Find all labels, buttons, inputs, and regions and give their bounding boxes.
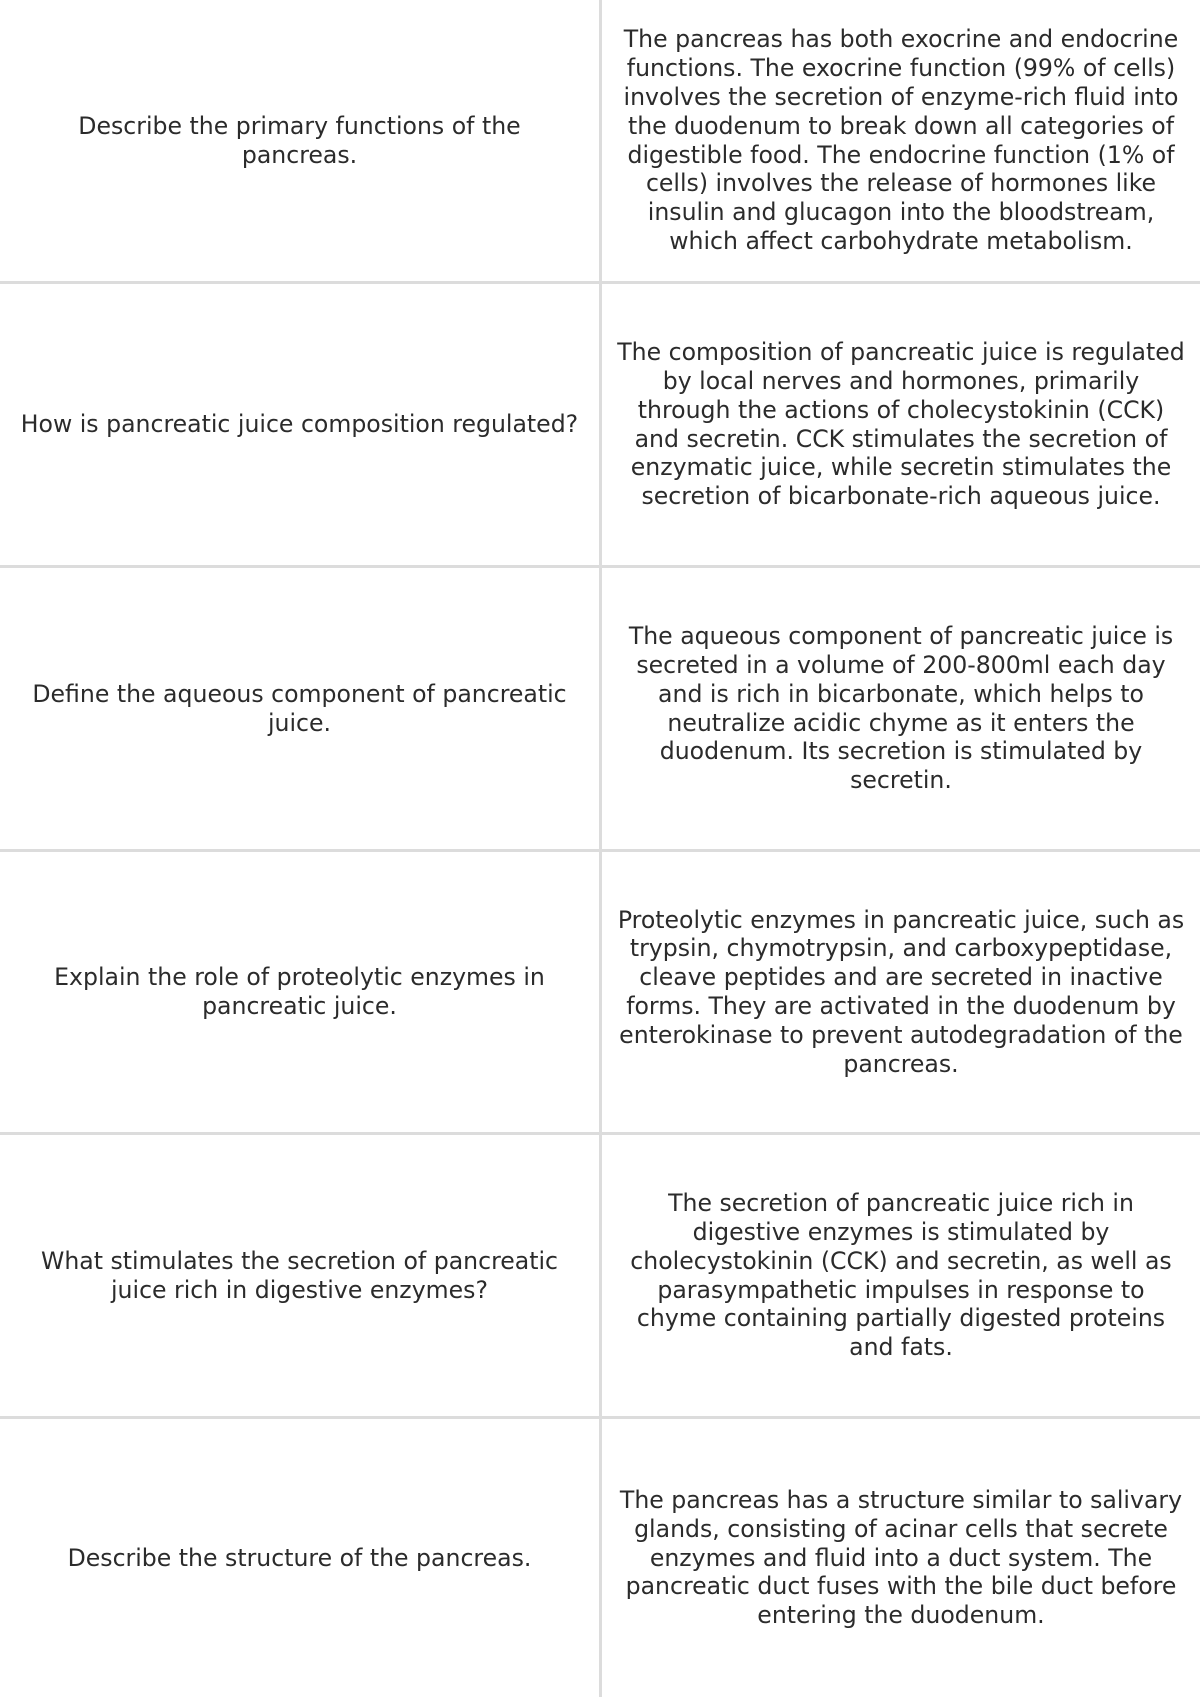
question-text: Explain the role of proteolytic enzymes in pancreatic juice. — [54, 963, 545, 1020]
answer-text: Proteolytic enzymes in pancreatic juice, such as trypsin, chymotrypsin, and carboxypeptidase, cleave peptides and are secreted in inactive forms. They are activated in the duodenum by enterokinase to prevent autodegradation of the pancreas. — [617, 905, 1185, 1078]
question-text: Describe the primary functions of the pancreas. — [78, 111, 521, 169]
card-answer — [602, 0, 1200, 281]
answer-text: The pancreas has both exocrine and endocrine functions. The exocrine function (99% of cells) involves the secretion of enzyme-rich fluid into the duodenum to break down all categories of digestible food. The endocrine function (1% of cells) involves the release of hormones like insulin and glucagon into the bloodstream, which affect carbohydrate metabolism. — [623, 25, 1179, 255]
answer-text: The aqueous component of pancreatic juice is secreted in a volume of 200-800ml each day and is rich in bicarbonate, which helps to neutralize acidic chyme as it enters the duodenum. Its secretion is stimulated by secretin. — [628, 622, 1174, 795]
question-text: How is pancreatic juice composition regulated? — [20, 410, 579, 439]
card-question — [0, 284, 599, 565]
answer-text: The composition of pancreatic juice is regulated by local nerves and hormones, primarily through the actions of cholecystokinin (CCK) and secretin. CCK stimulates the secretion of enzymatic juice, while secretin stimulates the secretion of bicarbonate-rich aqueous juice. — [617, 338, 1185, 511]
card-answer — [602, 284, 1200, 565]
card-answer — [602, 1419, 1200, 1697]
card-question — [0, 1135, 599, 1416]
card-question — [0, 568, 599, 849]
card-answer — [602, 852, 1200, 1132]
answer-text: The secretion of pancreatic juice rich in digestive enzymes is stimulated by cholecystokinin (CCK) and secretin, as well as parasympathetic impulses in response to chyme containing partially digested proteins and fats. — [630, 1189, 1172, 1362]
card-question — [0, 852, 599, 1132]
question-text: Describe the structure of the pancreas. — [67, 1543, 532, 1572]
question-text: Define the aqueous component of pancreatic juice. — [32, 679, 567, 737]
question-text: What stimulates the secretion of pancreatic juice rich in digestive enzymes? — [40, 1246, 559, 1304]
card-question — [0, 1419, 599, 1697]
answer-text: The pancreas has a structure similar to salivary glands, consisting of acinar cells that secrete enzymes and fluid into a duct system. The pancreatic duct fuses with the bile duct before entering the duodenum. — [619, 1486, 1183, 1630]
card-question — [0, 0, 599, 281]
card-answer — [602, 568, 1200, 849]
card-answer — [602, 1135, 1200, 1416]
